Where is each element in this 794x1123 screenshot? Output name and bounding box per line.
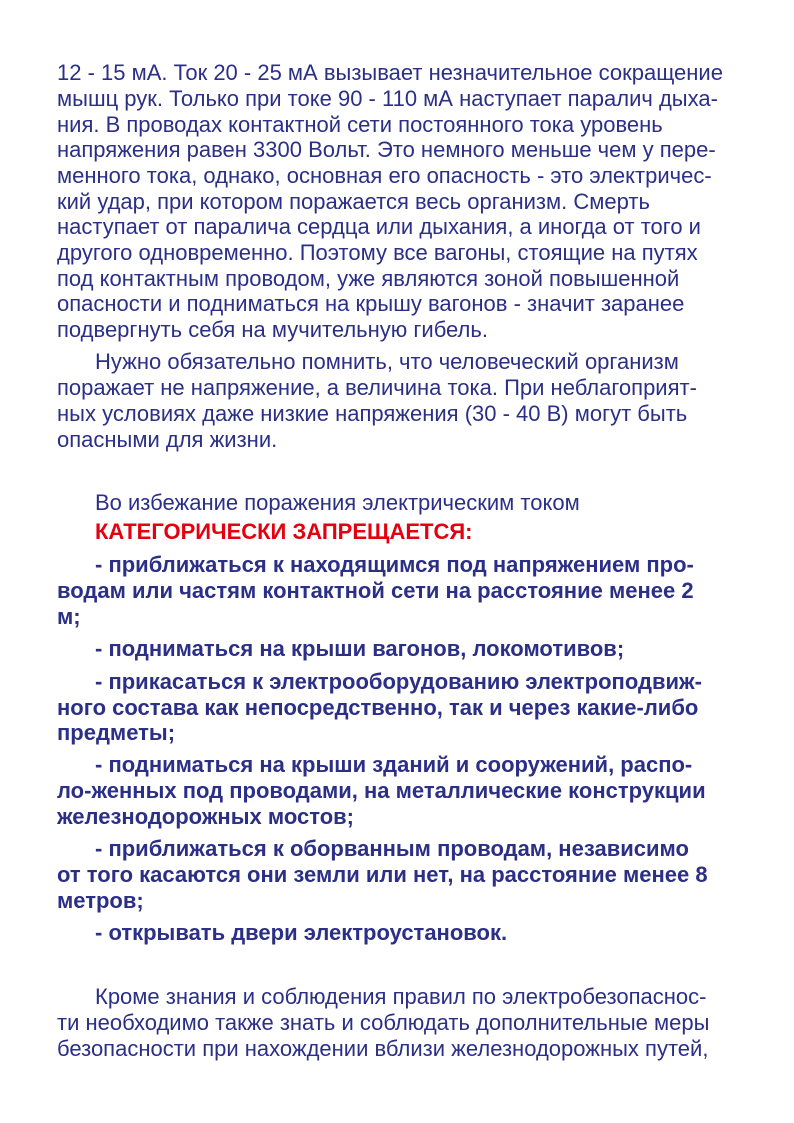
paragraph-2-line-2: поражает не напряжение, а величина тока. При неблагоприят- (57, 375, 697, 400)
prohibitions-heading: КАТЕГОРИЧЕСКИ ЗАПРЕЩАЕТСЯ: (95, 519, 473, 544)
rule-5-line-1: - приближаться к оборванным проводам, независимо (95, 836, 689, 861)
rule-3-line-1: - прикасаться к электрооборудованию электроподвиж- (95, 669, 702, 694)
paragraph-1-line-11: подвергнуть себя на мучительную гибель. (57, 317, 488, 342)
rule-4-line-3: железнодорожных мостов; (57, 804, 354, 829)
prohibitions-intro: Во избежание поражения электрическим током (95, 490, 580, 515)
rule-4-line-1: - подниматься на крыши зданий и сооружений, распо- (95, 752, 693, 777)
rule-4-line-2: ло-женных под проводами, на металлические конструкции (57, 778, 706, 803)
paragraph-2-line-4: опасными для жизни. (57, 427, 278, 452)
rule-3-line-3: предметы; (57, 720, 176, 745)
paragraph-1-line-6: кий удар, при котором поражается весь организм. Смерть (57, 189, 650, 214)
rule-2-line-1: - подниматься на крыши вагонов, локомотивов; (95, 636, 625, 661)
paragraph-2-line-3: ных условиях даже низкие напряжения (30 - 40 В) могут быть (57, 401, 688, 426)
rule-1-line-3: м; (57, 604, 81, 629)
paragraph-3-line-1: Кроме знания и соблюдения правил по электробезопаснос- (95, 984, 707, 1009)
paragraph-1-line-3: ния. В проводах контактной сети постоянного тока уровень (57, 112, 663, 137)
paragraph-1-line-7: наступает от паралича сердца или дыхания, а иногда от того и (57, 214, 701, 239)
paragraph-3-line-3: безопасности при нахождении вблизи железнодорожных путей, (57, 1036, 709, 1061)
paragraph-1-line-1: 12 - 15 мА. Ток 20 - 25 мА вызывает незначительное сокращение (57, 60, 723, 85)
rule-5-line-3: метров; (57, 888, 144, 913)
paragraph-2-line-1: Нужно обязательно помнить, что человеческий организм (95, 349, 679, 374)
rule-1-line-2: водам или частям контактной сети на расстояние менее 2 (57, 578, 694, 603)
paragraph-1-line-8: другого одновременно. Поэтому все вагоны, стоящие на путях (57, 240, 698, 265)
rule-1-line-1: - приближаться к находящимся под напряжением про- (95, 552, 694, 577)
paragraph-1-line-2: мышц рук. Только при токе 90 - 110 мА наступает паралич дыха- (57, 86, 718, 111)
paragraph-3-line-2: ти необходимо также знать и соблюдать дополнительные меры (57, 1010, 710, 1035)
rule-3-line-2: ного состава как непосредственно, так и через какие-либо (57, 695, 699, 720)
rule-5-line-2: от того касаются они земли или нет, на расстояние менее 8 (57, 862, 708, 887)
paragraph-1-line-10: опасности и подниматься на крышу вагонов - значит заранее (57, 291, 685, 316)
rule-6-line-1: - открывать двери электроустановок. (95, 920, 508, 945)
paragraph-1-line-4: напряжения равен 3300 Вольт. Это немного меньше чем у пере- (57, 137, 716, 162)
paragraph-1-line-5: менного тока, однако, основная его опасность - это электричес- (57, 163, 712, 188)
paragraph-1-line-9: под контактным проводом, уже являются зоной повышенной (57, 266, 680, 291)
